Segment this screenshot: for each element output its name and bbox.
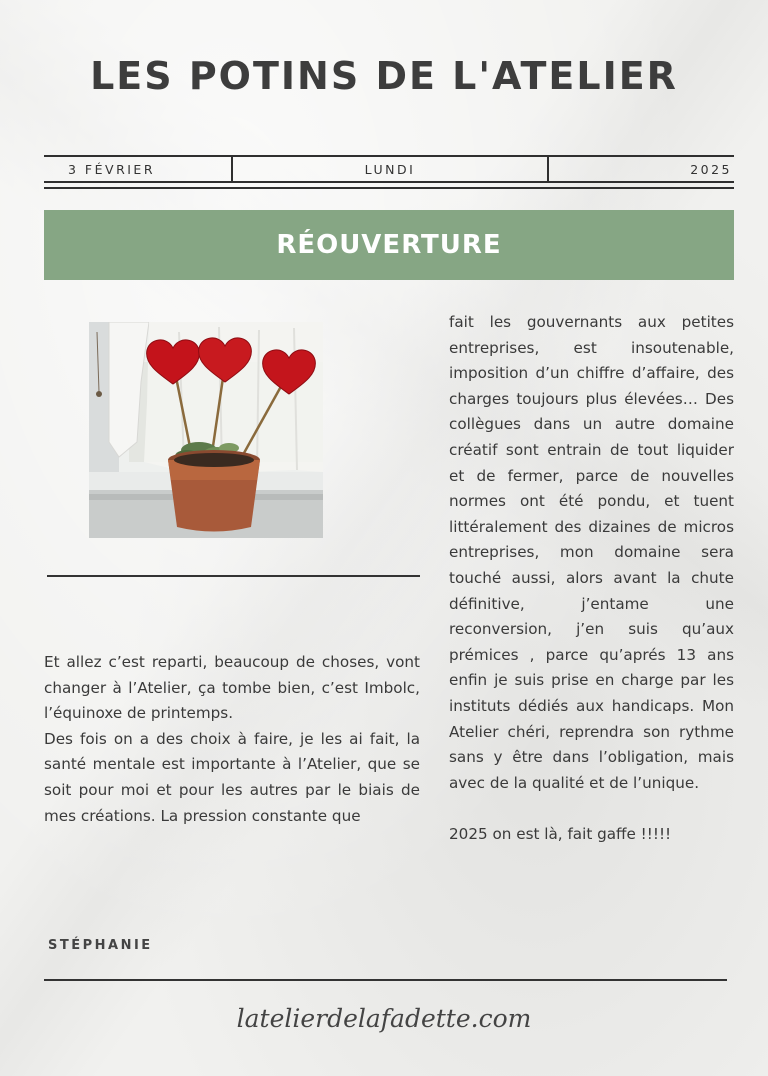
dateline	[44, 157, 734, 181]
paragraph: Et allez c’est reparti, beaucoup de choses, vont changer à l’Atelier, ça tombe bien, c’est Imbolc, l’équinoxe de printemps.	[44, 653, 420, 723]
paragraph: Des fois on a des choix à faire, je les ai fait, la santé mentale est importante à l’Atelier, que se soit pour moi et pour les autres par le biais de mes créations. La pression constante que	[44, 729, 420, 825]
author-name: STÉPHANIE	[48, 938, 153, 953]
paragraph: fait les gouvernants aux petites entreprises, est insoutenable, imposition d’un chiffre d’affaire, des charges toujours plus élevées… Des collègues dans un autre domaine créatif sont entrain de tout liquider et de fermer, parce de nouvelles normes ont été pondu, et tuent littéralement des dizaines de micros entreprises, mon domaine sera touché aussi, alors avant la chute définitive, j’entame une reconversion, j’en suis qu’aux prémices , parce qu’aprés 13 ans enfin je suis prise en charge par les instituts dédiés aux handicaps. Mon Atelier chéri, reprendra son rythme sans y être dans l’obligation, mais avec de la qualité et de l’unique.	[449, 313, 734, 792]
headline-banner	[44, 210, 734, 280]
dateline-year: 2025	[690, 161, 732, 177]
article-right-column	[449, 310, 734, 847]
dateline-date: 3 FÉVRIER	[44, 157, 233, 181]
dateline-day: LUNDI	[233, 157, 549, 181]
article-left-column	[44, 650, 420, 829]
article-photo	[89, 322, 323, 538]
dateline-rule-1	[44, 181, 734, 183]
dateline-rule-2	[44, 187, 734, 189]
headline: RÉOUVERTURE	[276, 230, 502, 260]
masthead-title: LES POTINS DE L'ATELIER	[90, 54, 678, 98]
bottom-rule	[44, 979, 727, 981]
website-footer: latelierdelafadette.com	[236, 1004, 532, 1033]
signoff: 2025 on est là, fait gaffe !!!!!	[449, 824, 672, 843]
photo-divider	[47, 575, 420, 577]
